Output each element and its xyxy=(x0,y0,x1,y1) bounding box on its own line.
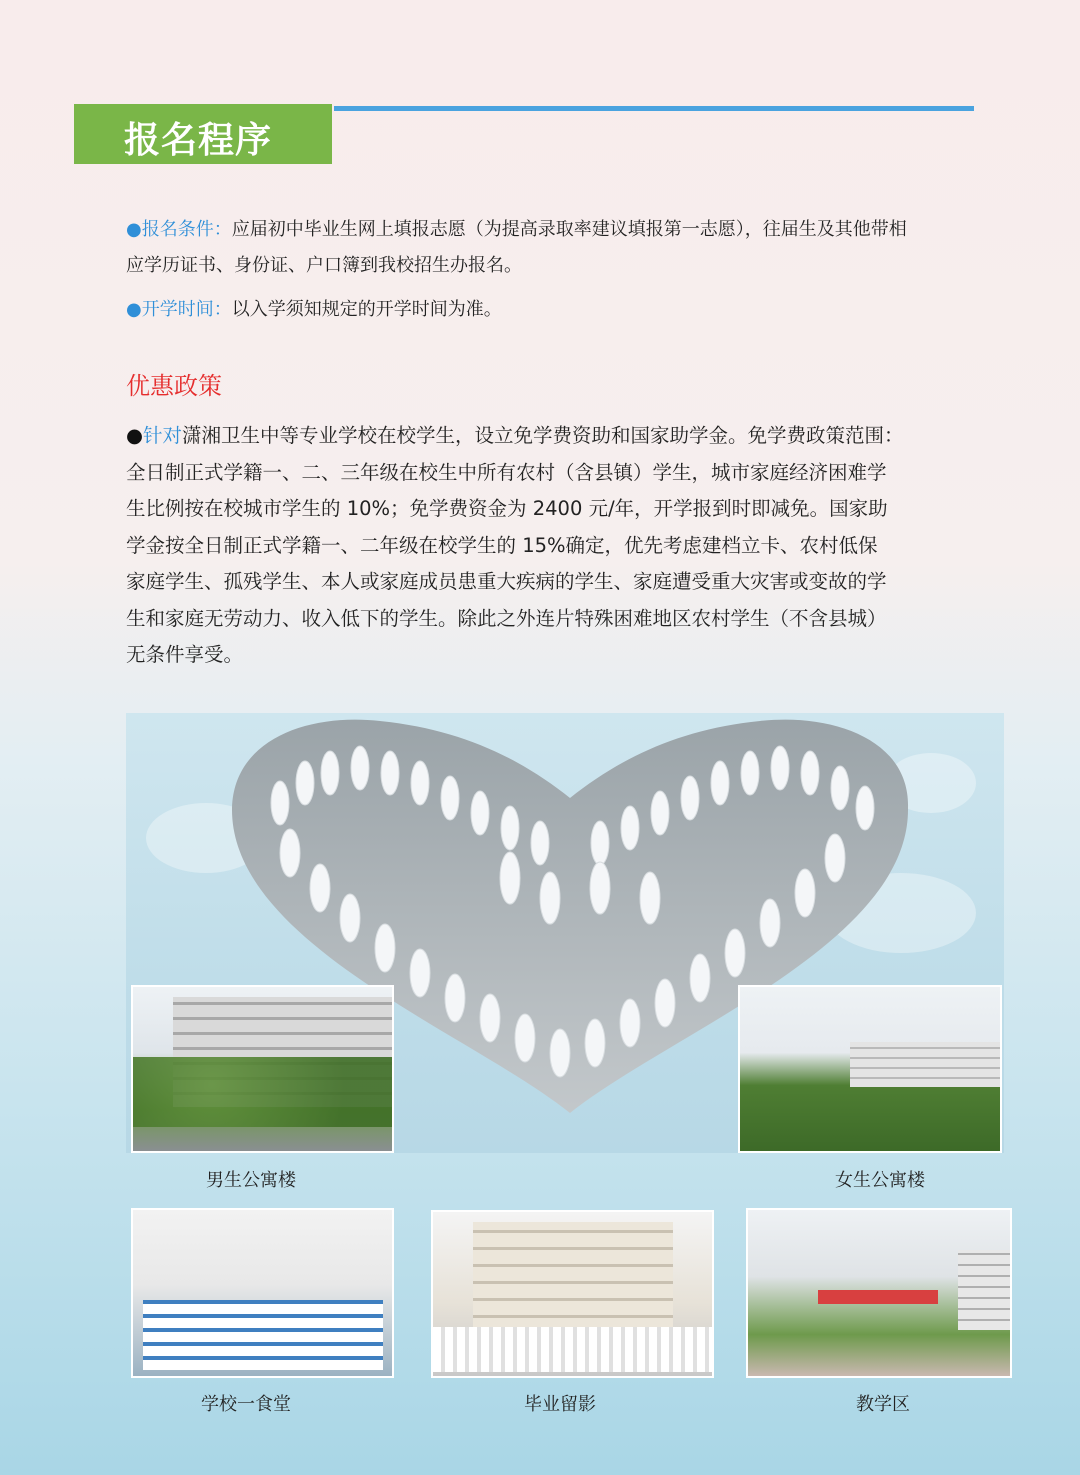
conditions-text-2: 应学历证书、身份证、户口簿到我校招生办报名。 xyxy=(126,255,522,276)
policy-lead: 针对 xyxy=(143,424,183,447)
caption-teaching-area: 教学区 xyxy=(856,1394,910,1415)
policy-line-7: 无条件享受。 xyxy=(126,643,244,666)
start-label: 开学时间： xyxy=(141,299,232,320)
policy-title: 优惠政策 xyxy=(126,372,222,400)
policy-line-6: 生和家庭无劳动力、收入低下的学生。除此之外连片特殊困难地区农村学生（不含县城） xyxy=(126,606,887,630)
trees-shape xyxy=(133,1057,394,1127)
policy-line-1: 潇湘卫生中等专业学校在校学生，设立免学费资助和国家助学金。免学费政策范围： xyxy=(182,424,904,447)
enroll-start-time xyxy=(126,292,976,328)
teaching-area-photo xyxy=(746,1208,1012,1378)
tables-shape xyxy=(143,1300,383,1370)
policy-line-3: 生比例按在校城市学生的 10%；免学费资金为 2400 元/年，开学报到时即减免。国家助 xyxy=(126,497,888,520)
policy-line-4: 学金按全日制正式学籍一、二年级在校学生的 15%确定，优先考虑建档立卡、农村低保 xyxy=(126,533,878,557)
caption-graduation: 毕业留影 xyxy=(524,1394,596,1415)
policy-line-2: 全日制正式学籍一、二、三年级在校生中所有农村（含县镇）学生，城市家庭经济困难学 xyxy=(126,460,887,484)
girls-dorm-photo xyxy=(738,985,1002,1153)
bullet-icon: ● xyxy=(126,219,142,240)
section-title: 报名程序 xyxy=(124,119,273,161)
policy-line-5: 家庭学生、孤残学生、本人或家庭成员患重大疾病的学生、家庭遭受重大灾害或变故的学 xyxy=(126,570,887,593)
bullet-icon: ● xyxy=(126,424,144,447)
banner-shape xyxy=(818,1290,938,1304)
conditions-label: 报名条件： xyxy=(141,219,232,240)
policy-body xyxy=(126,418,971,674)
bullet-icon: ● xyxy=(126,299,142,320)
building-shape xyxy=(473,1222,673,1332)
boys-dorm-photo xyxy=(131,985,394,1153)
caption-canteen: 学校一食堂 xyxy=(201,1394,291,1415)
caption-girls-dorm: 女生公寓楼 xyxy=(835,1170,925,1191)
start-text: 以入学须知规定的开学时间为准。 xyxy=(231,299,502,320)
caption-boys-dorm: 男生公寓楼 xyxy=(206,1170,296,1191)
conditions-text-1: 应届初中毕业生网上填报志愿（为提高录取率建议填报第一志愿），往届生及其他带相 xyxy=(231,219,907,240)
header-divider xyxy=(334,106,974,111)
graduation-photo xyxy=(431,1210,714,1378)
enroll-conditions xyxy=(126,212,976,284)
students-group-shape xyxy=(433,1327,714,1372)
canteen-photo xyxy=(131,1208,394,1378)
building-shape xyxy=(850,1042,1000,1087)
section-header-tab xyxy=(74,104,332,164)
building-shape xyxy=(958,1250,1012,1330)
